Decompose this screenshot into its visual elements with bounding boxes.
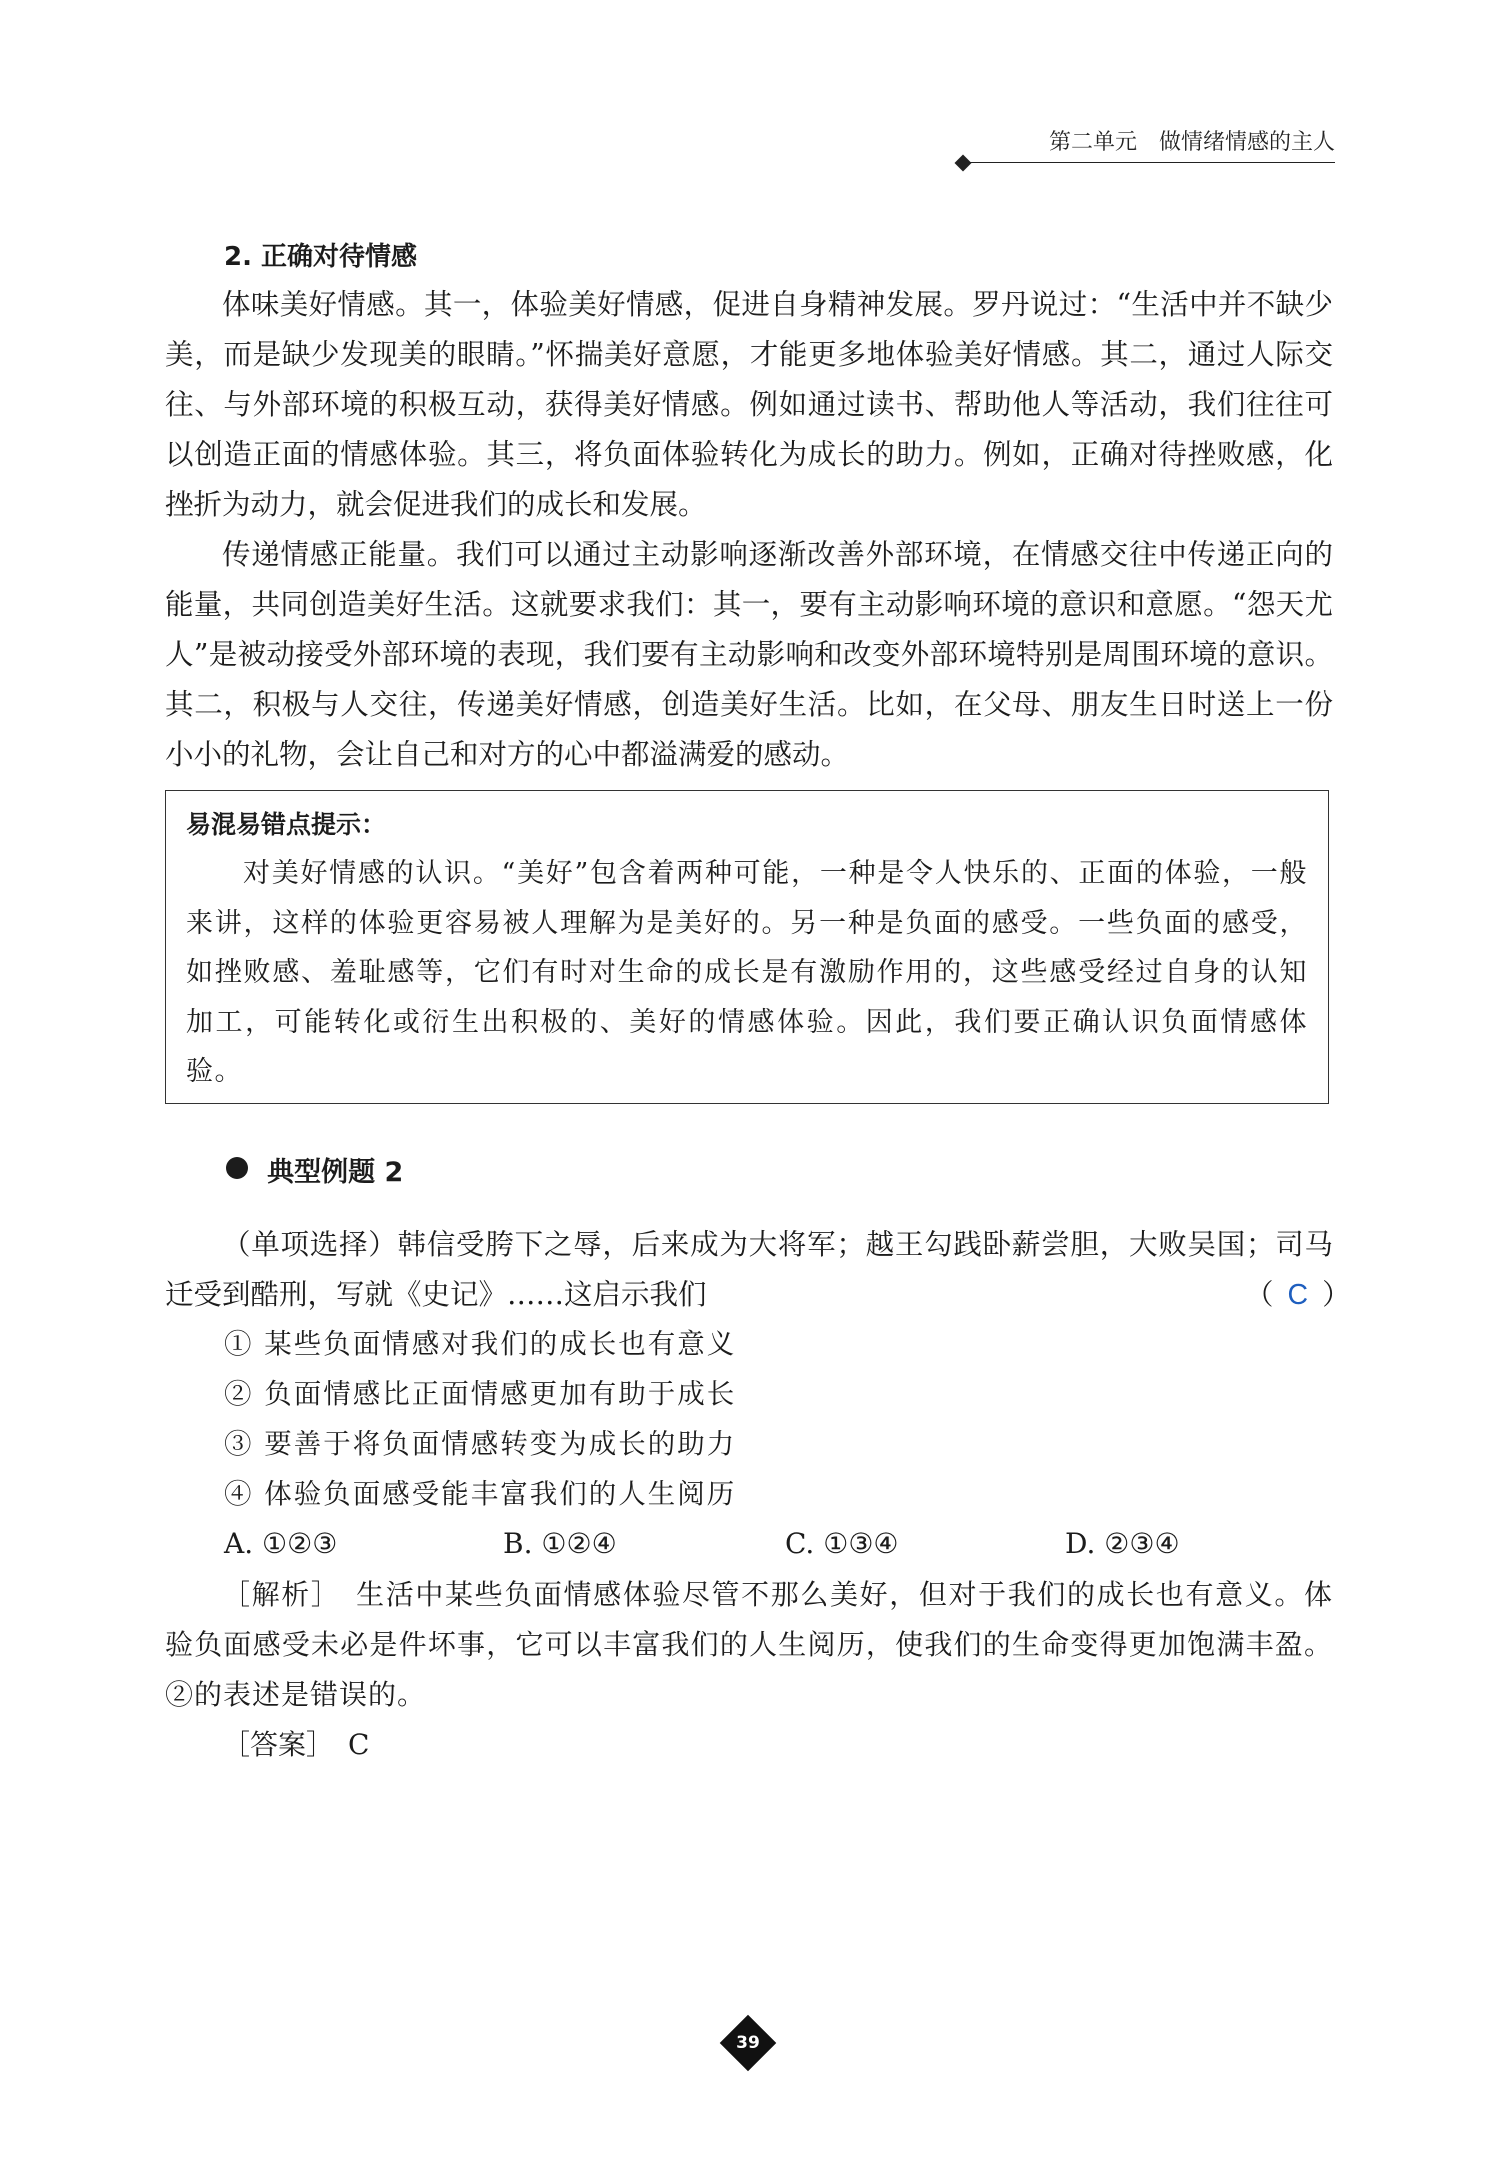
choice-d: D. ②③④: [1065, 1527, 1180, 1560]
page-number-badge: [728, 2023, 768, 2063]
statement-item: ③ 要善于将负面情感转变为成长的助力: [224, 1428, 737, 1460]
question-stem: （单项选择）韩信受胯下之辱，后来成为大将军；越王勾践卧薪尝胆，大败吴国；司马迁受到酷刑，写就《史记》……这启示我们: [165, 1228, 1333, 1311]
tip-box: [165, 790, 1329, 1104]
example-label: 典型例题 2: [267, 1157, 404, 1188]
tip-title: 易混易错点提示：: [186, 810, 387, 839]
statement-item: ① 某些负面情感对我们的成长也有意义: [224, 1328, 737, 1360]
bullet-icon: [226, 1157, 248, 1179]
answer-open: （: [1245, 1278, 1274, 1311]
running-header: [965, 120, 1335, 163]
example-heading: [226, 1150, 403, 1186]
statement-item: ④ 体验负面感受能丰富我们的人生阅历: [224, 1478, 737, 1510]
statement-item: ② 负面情感比正面情感更加有助于成长: [224, 1378, 737, 1410]
answer-close: ）: [1322, 1278, 1351, 1311]
header-diamond-icon: [955, 155, 972, 172]
choice-b: B. ①②④: [503, 1527, 617, 1560]
choice-c: C. ①③④: [785, 1527, 899, 1560]
paragraph: 传递情感正能量。我们可以通过主动影响逐渐改善外部环境，在情感交往中传递正向的能量，共同创造美好生活。这就要求我们：其一，要有主动影响环境的意识和意愿。“怨天尤人”是被动接受外部环境的表现，我们要有主动影响和改变外部环境特别是周围环境的意识。其二，积极与人交往，传递美好情感，创造美好生活。比如，在父母、朋友生日时送上一份小小的礼物，会让自己和对方的心中都溢满爱的感动。: [165, 538, 1333, 771]
answer-letter: C: [1287, 1279, 1309, 1311]
final-answer: ［答案］ C: [222, 1728, 370, 1761]
tip-body: 对美好情感的认识。“美好”包含着两种可能，一种是令人快乐的、正面的体验，一般来讲，这样的体验更容易被人理解为是美好的。另一种是负面的感受。一些负面的感受，如挫败感、羞耻感等，它们有时对生命的成长是有激励作用的，这些感受经过自身的认知加工，可能转化或衍生出积极的、美好的情感体验。因此，我们要正确认识负面情感体验。: [186, 858, 1308, 1087]
choice-a: A. ①②③: [224, 1527, 338, 1560]
answer-bracket: [1245, 1270, 1351, 1320]
page-number: 39: [736, 2033, 760, 2053]
paragraph: 体味美好情感。其一，体验美好情感，促进自身精神发展。罗丹说过：“生活中并不缺少美，而是缺少发现美的眼睛。”怀揣美好意愿，才能更多地体验美好情感。其二，通过人际交往、与外部环境的积极互动，获得美好情感。例如通过读书、帮助他人等活动，我们往往可以创造正面的情感体验。其三，将负面体验转化为成长的助力。例如，正确对待挫败感，化挫折为动力，就会促进我们的成长和发展。: [165, 288, 1333, 521]
analysis-text: ［解析］ 生活中某些负面情感体验尽管不那么美好，但对于我们的成长也有意义。体验负面感受未必是件坏事，它可以丰富我们的人生阅历，使我们的生命变得更加饱满丰盈。②的表述是错误的。: [165, 1578, 1333, 1711]
header-text: 第二单元 做情绪情感的主人: [1048, 130, 1335, 155]
section-title: 2. 正确对待情感: [224, 242, 418, 272]
